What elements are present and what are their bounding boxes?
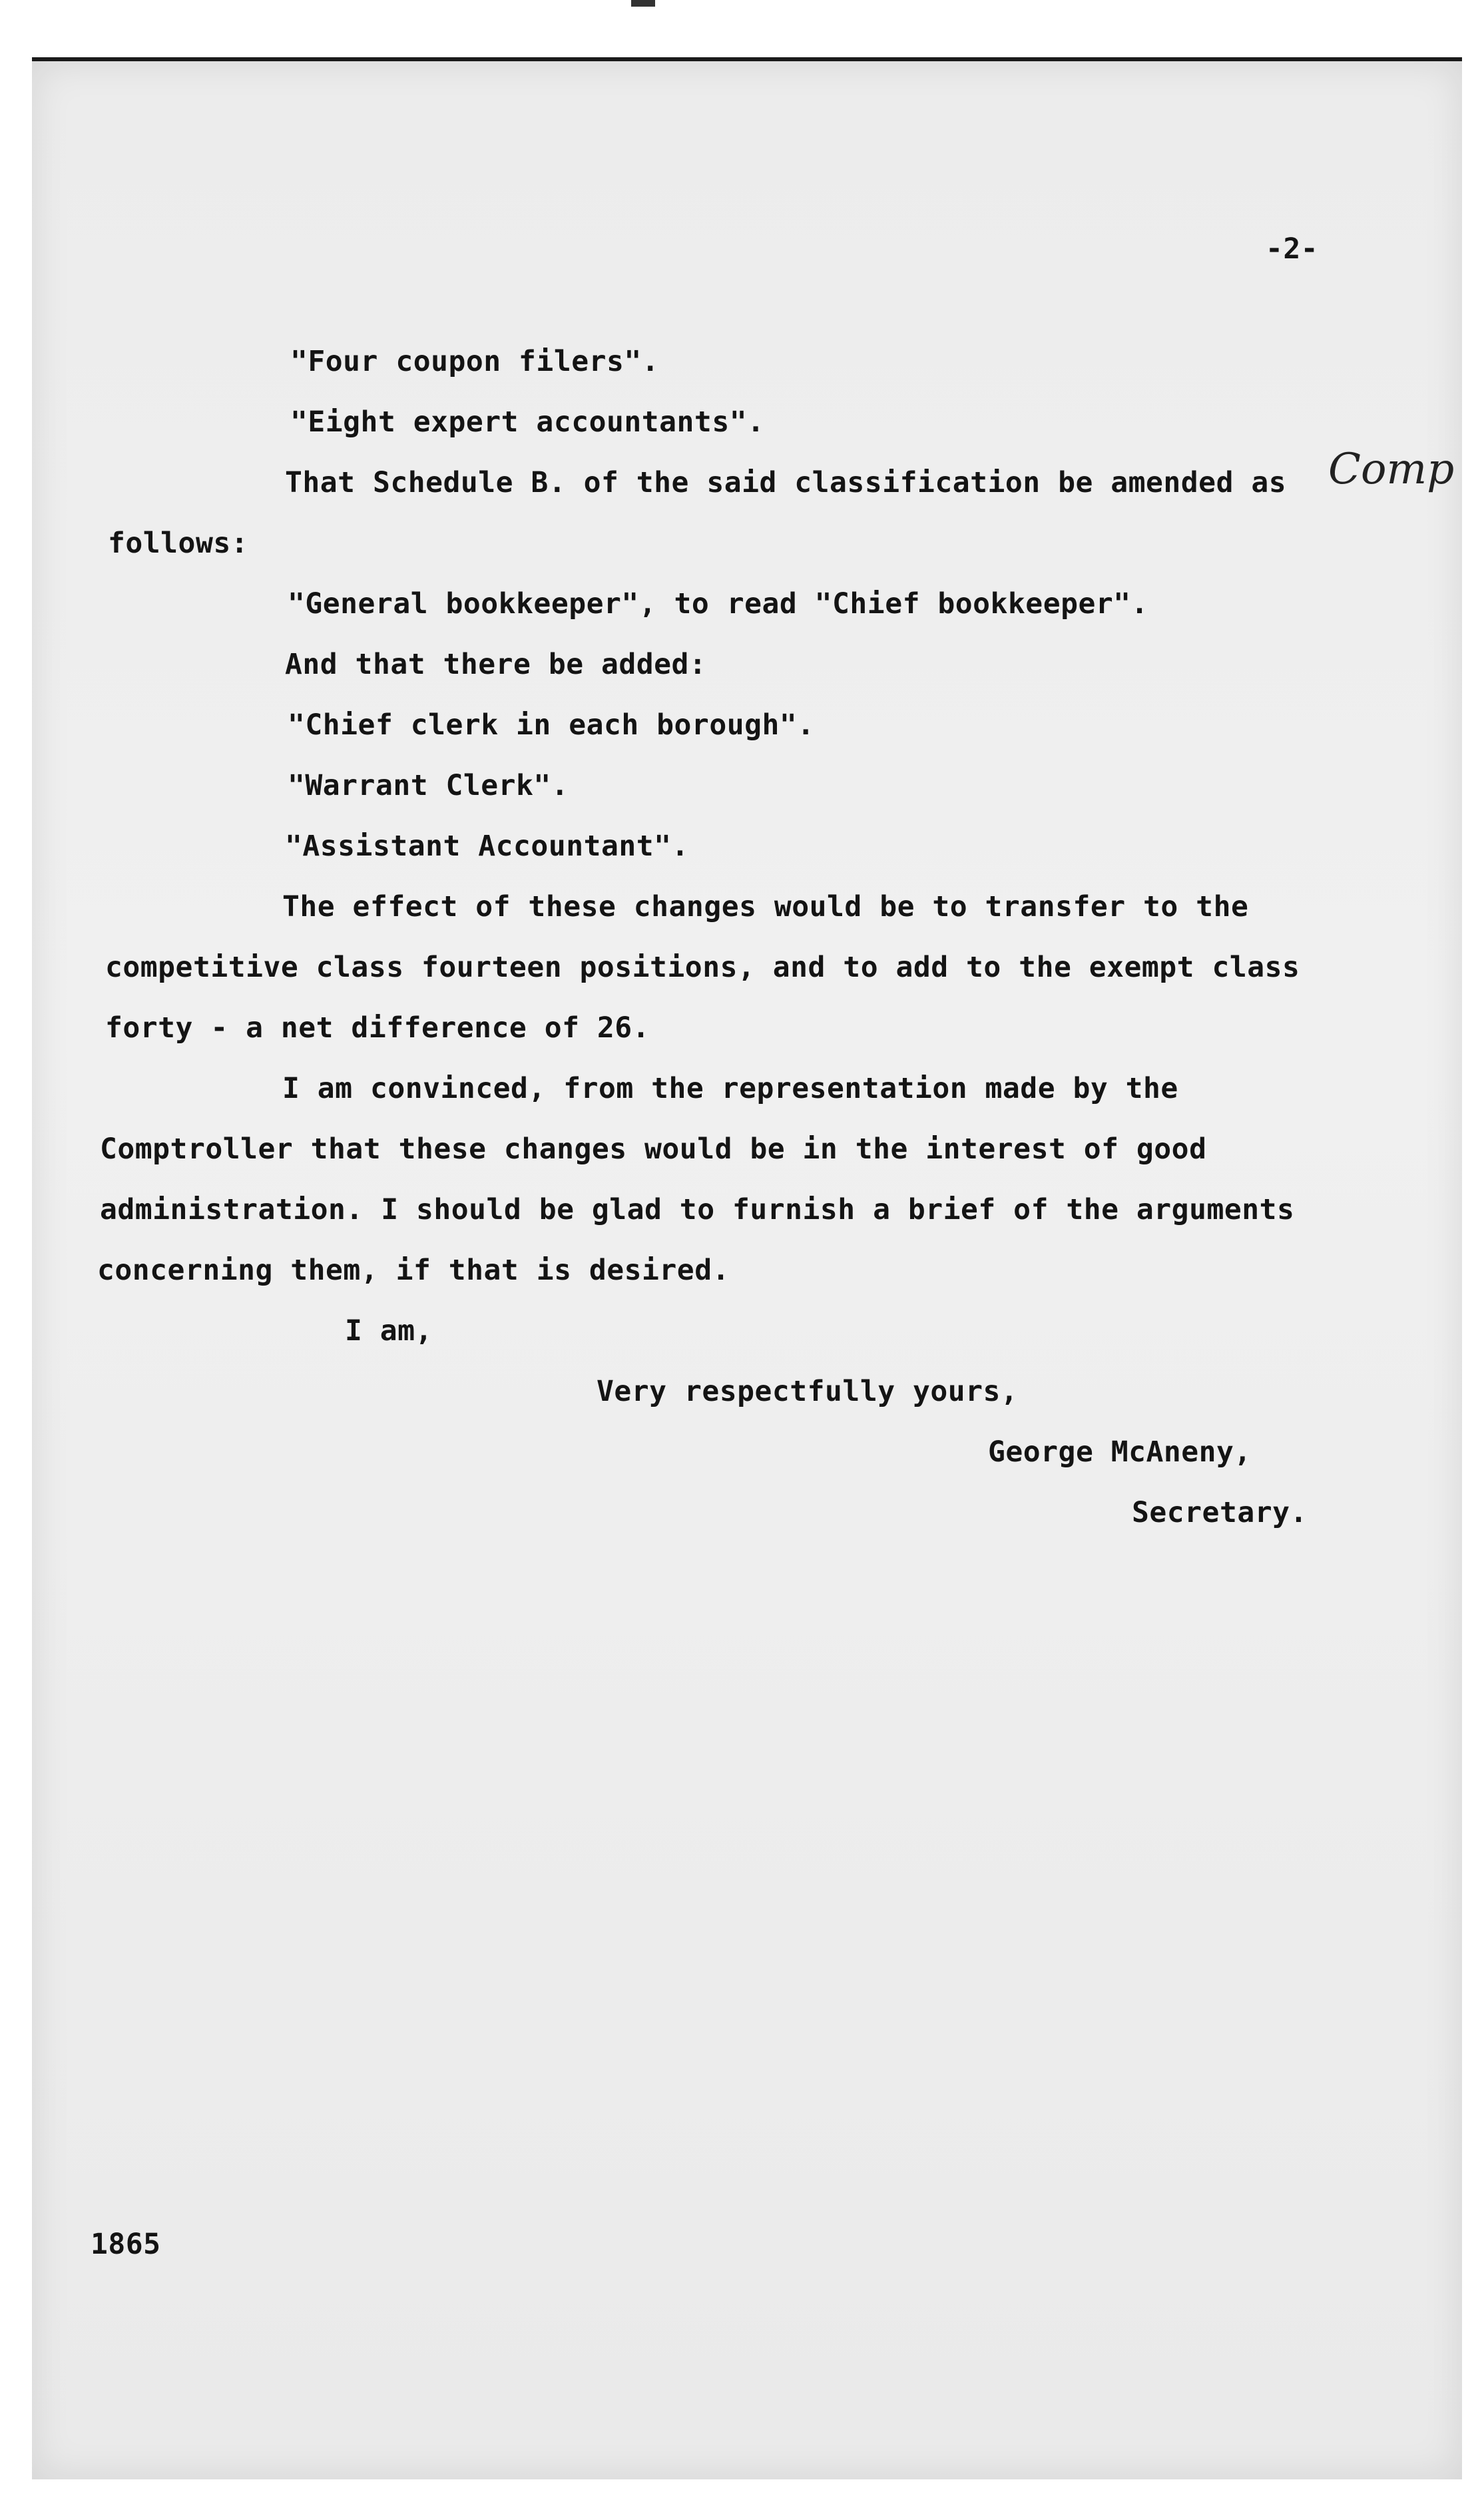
body-line: "Chief clerk in each borough". — [288, 708, 815, 742]
top-edge-mark — [631, 0, 655, 7]
body-line: "Assistant Accountant". — [285, 830, 689, 863]
closing-i-am: I am, — [345, 1314, 433, 1348]
body-line: concerning them, if that is desired. — [97, 1254, 730, 1287]
body-line: That Schedule B. of the said classification be amended as — [285, 466, 1287, 499]
body-line: I am convinced, from the representation made by the — [282, 1072, 1178, 1105]
handwritten-annotation: Comp — [1328, 445, 1455, 494]
body-line: "Warrant Clerk". — [288, 769, 569, 802]
file-number: 1865 — [91, 2228, 161, 2261]
body-line: And that there be added: — [285, 648, 707, 681]
body-line: forty - a net difference of 26. — [105, 1011, 650, 1045]
signer-title: Secretary. — [1132, 1496, 1308, 1529]
body-line: "General bookkeeper", to read "Chief bookkeeper". — [288, 587, 1149, 621]
body-line: "Eight expert accountants". — [290, 405, 765, 439]
document-page — [32, 57, 1462, 2479]
body-line: administration. I should be glad to furnish a brief of the arguments — [100, 1193, 1295, 1226]
closing-salutation: Very respectfully yours, — [597, 1375, 1019, 1408]
body-line: The effect of these changes would be to transfer to the — [282, 890, 1249, 923]
signer-name: George McAneny, — [988, 1435, 1252, 1469]
body-line: follows: — [108, 527, 249, 560]
body-line: Comptroller that these changes would be in the interest of good — [100, 1132, 1207, 1166]
body-line: competitive class fourteen positions, and to add to the exempt class — [105, 951, 1300, 984]
page-number: -2- — [1266, 232, 1319, 266]
body-line: "Four coupon filers". — [290, 345, 660, 378]
